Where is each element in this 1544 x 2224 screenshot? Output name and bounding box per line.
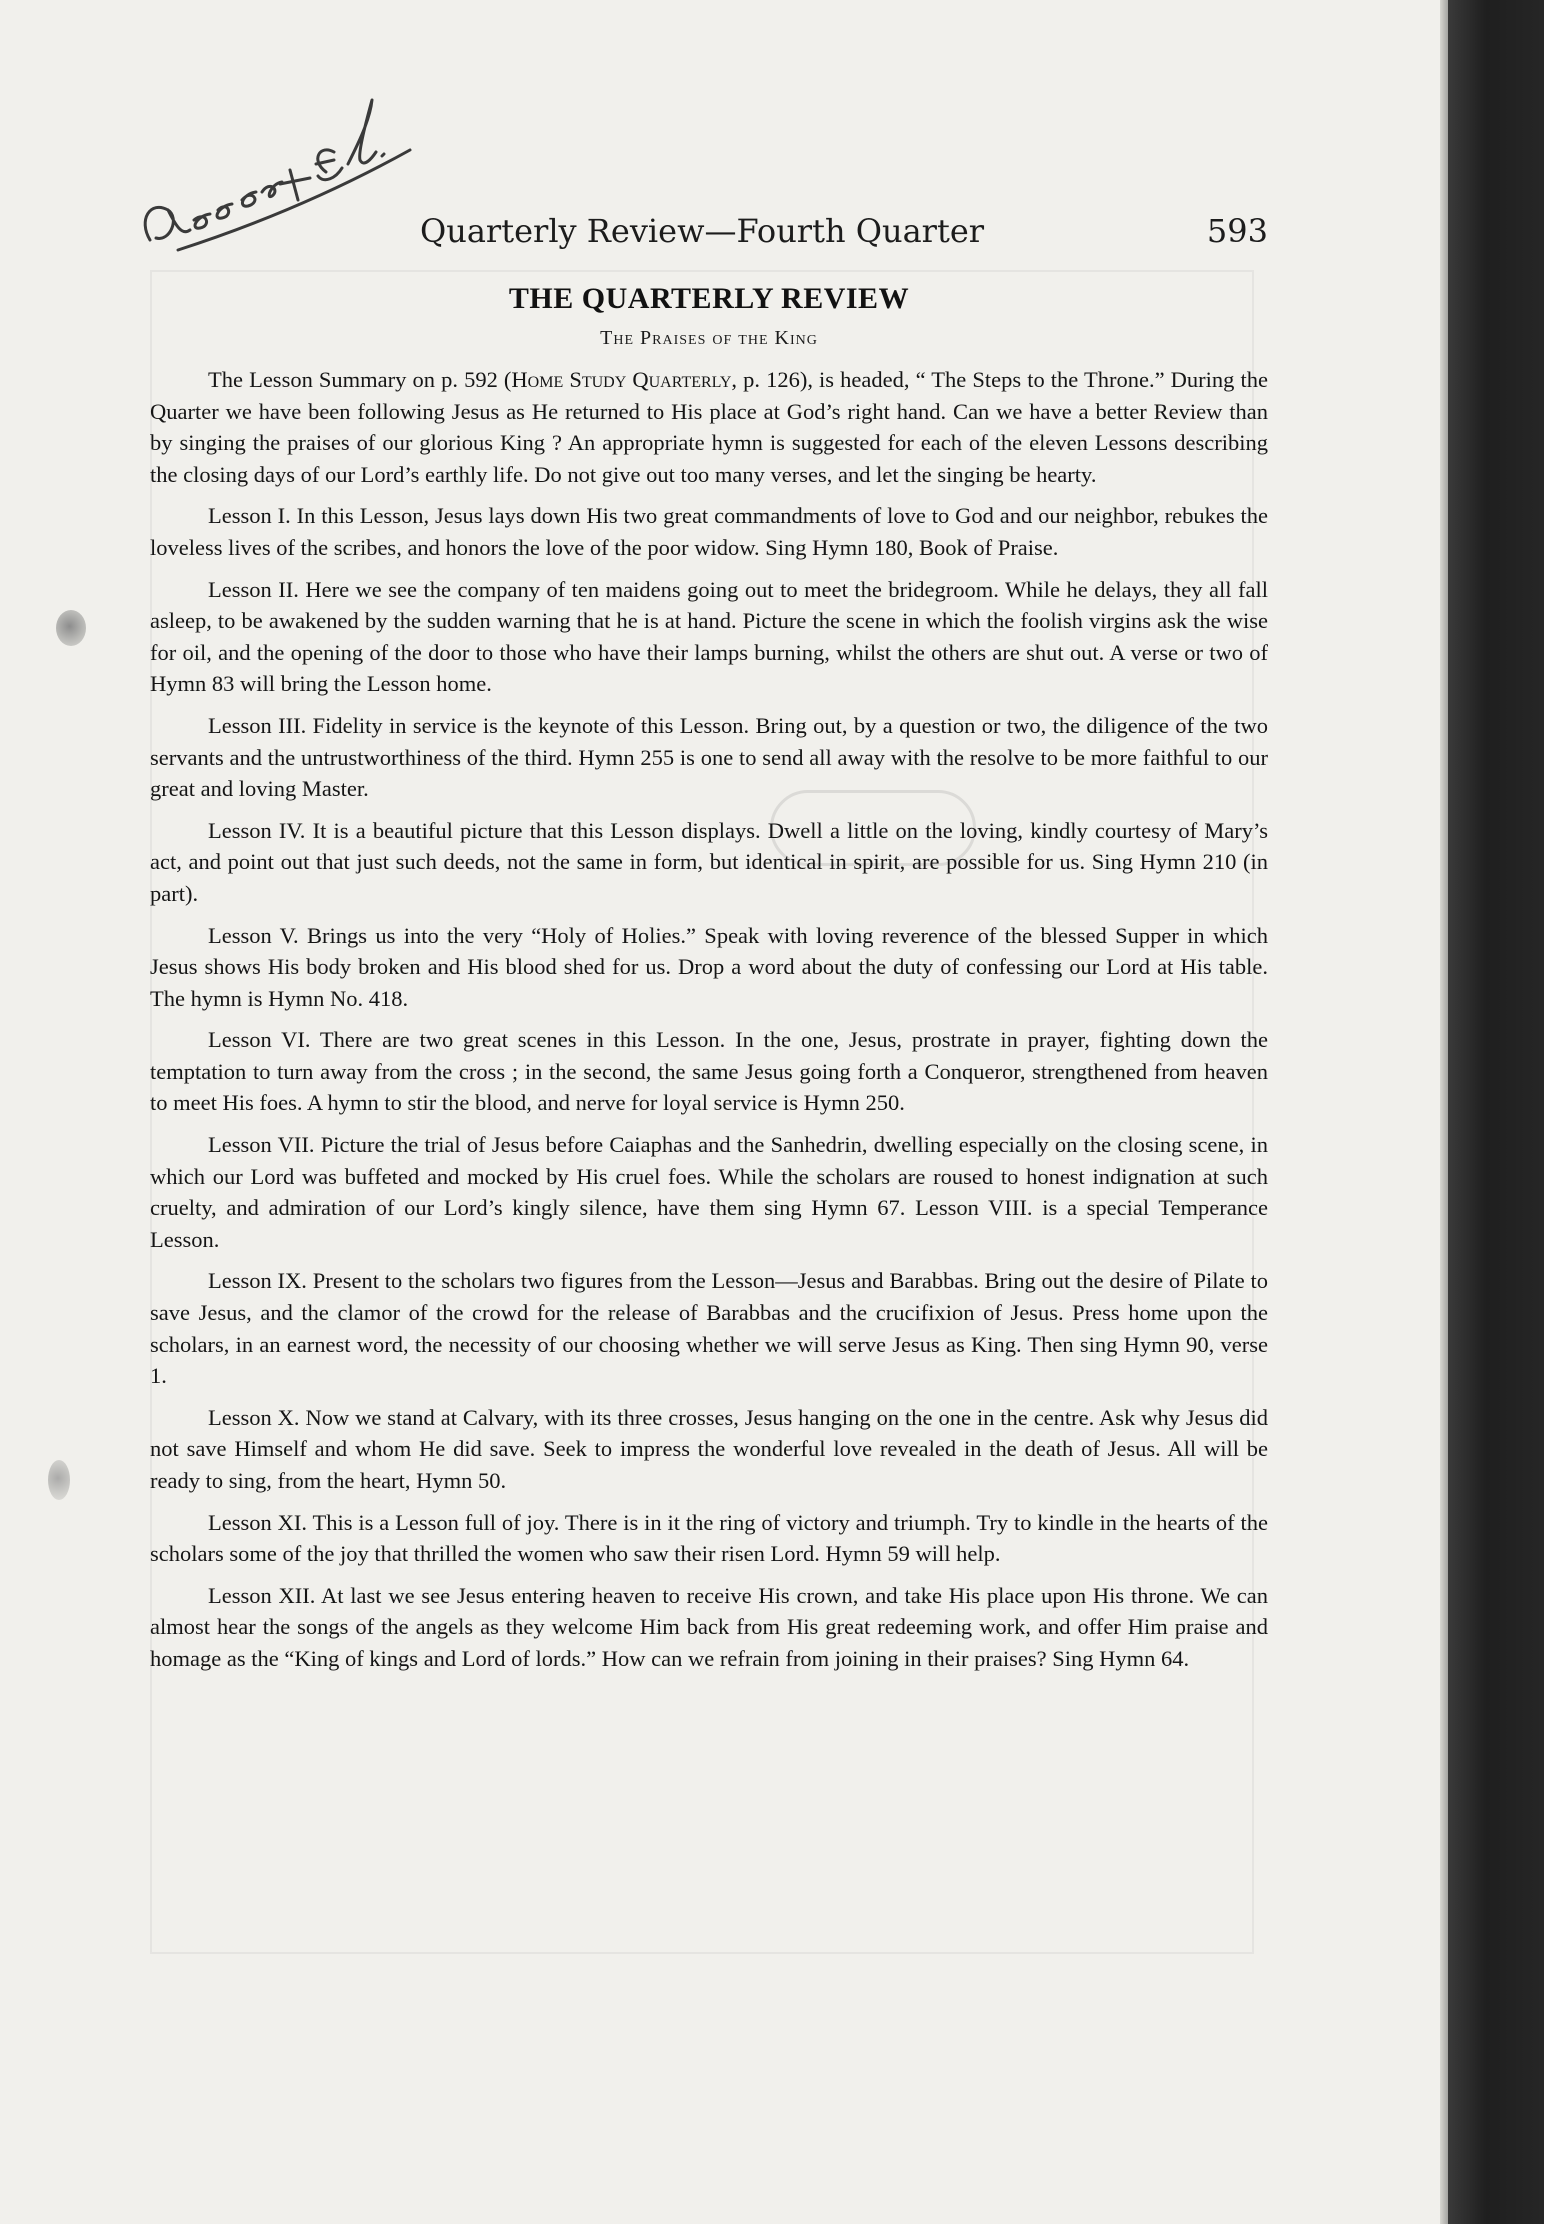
lesson-11-paragraph: Lesson XI. This is a Lesson full of joy. There is in it the ring of victory and triumph. Try to kindle in the hearts of the scholars some of the joy that thrilled the women who saw their risen Lord. Hymn 59 will help. — [150, 1509, 1268, 1567]
lesson-1-paragraph: Lesson I. In this Lesson, Jesus lays down His two great commandments of love to God and our neighbor, rebukes the loveless lives of the scribes, and honors the love of the poor widow. Sing Hymn 180, Book of Praise. — [150, 503, 1268, 560]
lesson-6-paragraph: Lesson VI. There are two great scenes in this Lesson. In the one, Jesus, prostrate in prayer, fighting down the temptation to turn away from the cross ; in the second, the same Jesus going forth a Conqueror, strengthened from heaven to meet His foes. A hymn to stir the blood, and nerve for loyal service is Hymn 250. — [150, 1027, 1268, 1116]
lesson-2-paragraph: Lesson II. Here we see the company of ten maidens going out to meet the bridegroom. While he delays, they all fall asleep, to be awakened by the sudden warning that he is at hand. Picture the scene in which the foolish virgins ask the wise for oil, and the opening of the door to those who have their lamps burning, whilst the others are shut out. A verse or two of Hymn 83 will bring the Lesson home. — [150, 576, 1268, 697]
page-number: 593 — [1206, 212, 1268, 250]
article-subtitle: The Praises of the King — [600, 327, 818, 349]
book-spine — [1448, 0, 1544, 2224]
binding-hole-top — [56, 610, 86, 646]
lesson-7-paragraph: Lesson VII. Picture the trial of Jesus before Caiaphas and the Sanhedrin, dwelling especially on the closing scene, in which our Lord was buffeted and mocked by His cruel foes. While the scholars are roused to honest indignation at such cruelty, and admiration of our Lord’s kingly silence, have them sing Hymn 67. Lesson VIII. is a special Temperance Lesson. — [150, 1132, 1268, 1252]
intro-text-start: The Lesson Summary on p. 592 ( — [208, 367, 512, 392]
handwritten-annotation — [120, 60, 420, 260]
article-body — [150, 364, 1268, 1685]
binding-hole-bottom — [48, 1460, 70, 1500]
running-header — [420, 212, 1268, 262]
handwriting-graphic — [120, 60, 420, 260]
lesson-5-paragraph: Lesson V. Brings us into the very “Holy of Holies.” Speak with loving reverence of the blessed Supper in which Jesus shows His body broken and His blood shed for us. Drop a word about the duty of confessing our Lord at His table. The hymn is Hymn No. 418. — [150, 922, 1268, 1011]
intro-text-end: , p. 126), is headed, “ The Steps to the Throne.” During the Quarter we have been following Jesus as He returned to His place at God’s right hand. Can we have a better Review than by singing the praises of our glorious King ? An appropriate hymn is suggested for each of the eleven Lessons describing the closing days of our Lord’s earthly life. Do not give out too many verses, and let the singing be hearty. — [150, 367, 1268, 487]
intro-paragraph — [150, 364, 1268, 490]
article-title: THE QUARTERLY REVIEW — [508, 282, 910, 315]
lesson-12-paragraph: Lesson XII. At last we see Jesus entering heaven to receive His crown, and take His place upon His throne. We can almost hear the songs of the angels as they welcome Him back from His great redeeming work, and offer Him praise and homage as the “King of kings and Lord of lords.” How can we refrain from joining in their praises? Sing Hymn 64. — [150, 1582, 1268, 1671]
lesson-3-paragraph: Lesson III. Fidelity in service is the keynote of this Lesson. Bring out, by a question or two, the diligence of the two servants and the untrustworthiness of the third. Hymn 255 is one to send all away with the resolve to be more faithful to our great and loving Master. — [150, 712, 1268, 802]
lesson-4-paragraph: Lesson IV. It is a beautiful picture that this Lesson displays. Dwell a little on the loving, kindly courtesy of Mary’s act, and point out that just such deeds, not the same in form, but identical in spirit, are possible for us. Sing Hymn 210 (in part). — [150, 817, 1268, 906]
lesson-10-paragraph: Lesson X. Now we stand at Calvary, with its three crosses, Jesus hanging on the one in the centre. Ask why Jesus did not save Himself and whom He did save. Seek to impress the wonderful love revealed in the death of Jesus. All will be ready to sing, from the heart, Hymn 50. — [150, 1404, 1268, 1493]
lesson-9-paragraph: Lesson IX. Present to the scholars two figures from the Lesson—Jesus and Barabbas. Bring out the desire of Pilate to save Jesus, and the clamor of the crowd for the release of Barabbas and the crucifixion of Jesus. Press home upon the scholars, in an earnest word, the necessity of our choosing whether we will serve Jesus as King. Then sing Hymn 90, verse 1. — [150, 1268, 1268, 1389]
reference-title: Home Study Quarterly — [511, 367, 732, 392]
running-title: Quarterly Review—Fourth Quarter — [420, 212, 985, 250]
